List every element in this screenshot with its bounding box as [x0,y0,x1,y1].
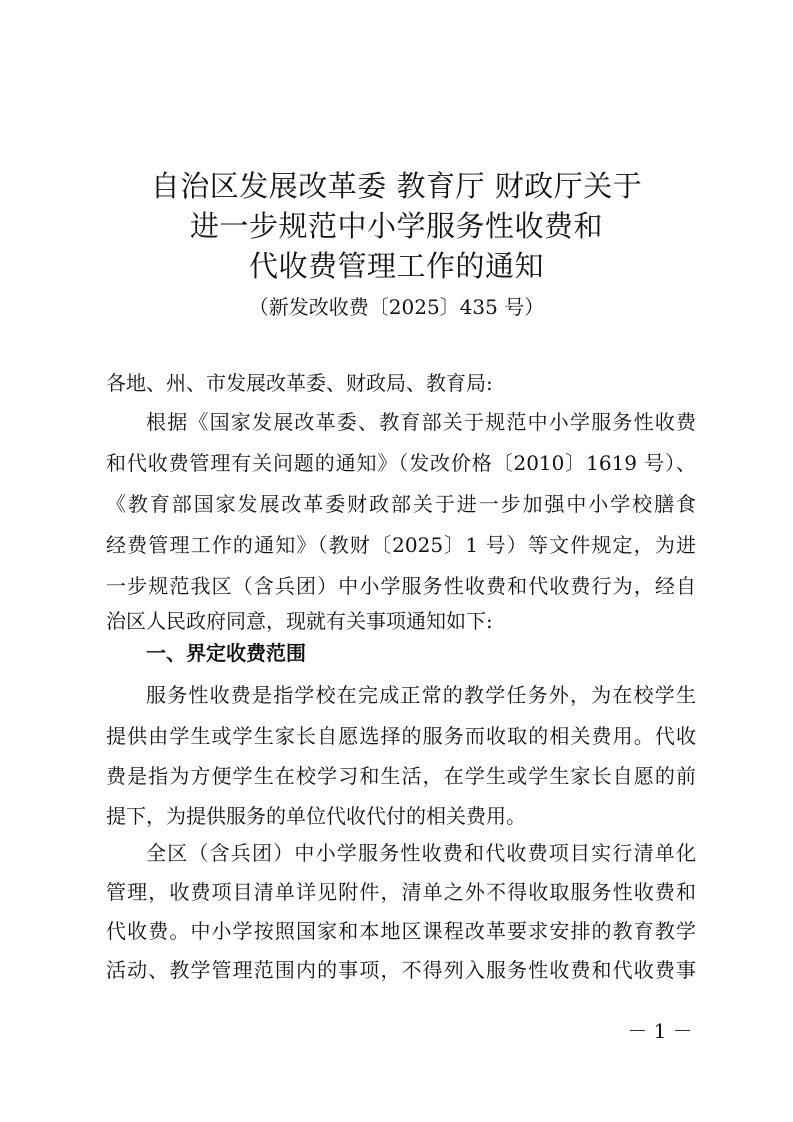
section-heading: 一、界定收费范围 [146,641,306,665]
paragraph-line: 活动、教学管理范围内的事项，不得列入服务性收费和代收费事 [106,958,696,982]
paragraph-line: 和代收费管理有关问题的通知》（发改价格〔2010〕1619 号）、 [106,451,696,475]
page-number: － 1 － [627,1019,693,1043]
document-title-line-1: 自治区发展改革委 教育厅 财政厅关于 [150,169,643,203]
paragraph-line: 根据《国家发展改革委、教育部关于规范中小学服务性收费 [146,410,696,434]
paragraph-line: 管理，收费项目清单详见附件，清单之外不得收取服务性收费和 [106,880,696,904]
paragraph-line: 费是指为方便学生在校学习和生活，在学生或学生家长自愿的前 [106,764,696,788]
paragraph-line: 服务性收费是指学校在完成正常的教学任务外，为在校学生 [146,683,696,707]
paragraph-line: 全区（含兵团）中小学服务性收费和代收费项目实行清单化 [146,841,696,865]
document-title-line-2: 进一步规范中小学服务性收费和 [189,209,603,243]
document-title-line-3: 代收费管理工作的通知 [248,249,544,283]
paragraph-line: 治区人民政府同意，现就有关事项通知如下: [106,609,493,633]
document-number: （新发改收费〔2025〕435 号） [248,295,545,319]
paragraph-line: 代收费。中小学按照国家和本地区课程改革要求安排的教育教学 [106,919,696,943]
paragraph-line: 一步规范我区（含兵团）中小学服务性收费和代收费行为，经自 [106,574,696,598]
paragraph-line: 提供由学生或学生家长自愿选择的服务而收取的相关费用。代收 [106,724,696,748]
paragraph-line: 《教育部国家发展改革委财政部关于进一步加强中小学校膳食 [106,492,696,516]
salutation: 各地、州、市发展改革委、财政局、教育局: [106,371,493,395]
paragraph-line: 提下，为提供服务的单位代收代付的相关费用。 [106,804,526,828]
paragraph-line: 经费管理工作的通知》（教财〔2025〕1 号）等文件规定，为进 [106,533,696,557]
